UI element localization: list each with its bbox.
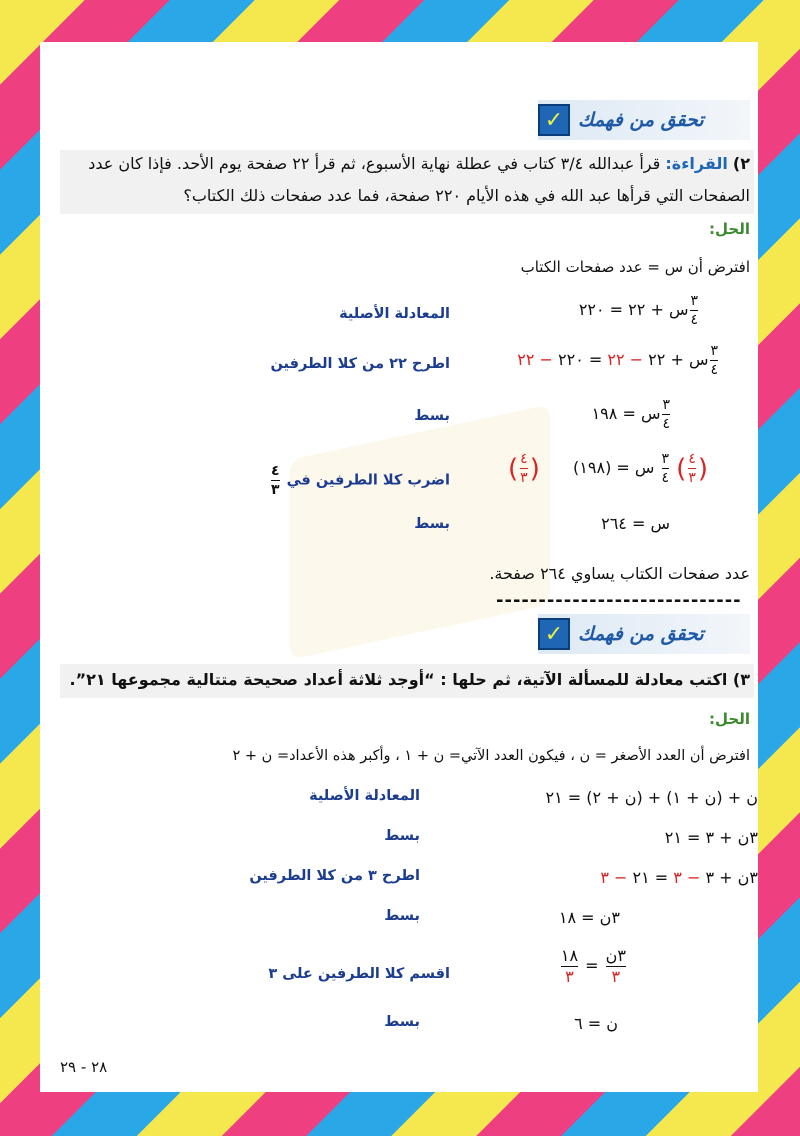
conclusion-text: عدد صفحات الكتاب يساوي ٢٦٤ صفحة. [489,564,750,583]
step-note-4: اضرب كلا الطرفين في $\frac{٤}{٣}$ [271,463,450,498]
equation2-step-2: ٣ن + ٣ = ٢١ [664,828,758,847]
banner-title-2: تحقق من فهمك [578,623,704,645]
multiplier-fraction-right: ( $\frac{٤}{٣}$ ) [508,451,540,486]
page-number: ٢٨ - ٢٩ [60,1058,108,1076]
equation-step-1: $\frac{٣}{٤}$ س + ٢٢ = ٢٢٠ [578,293,698,328]
checkmark-icon: ✓ [538,104,570,136]
worksheet-page [40,42,758,1092]
solution-label-2: الحل: [709,710,750,728]
question-2-text: ٣) اكتب معادلة للمسألة الآتية، ثم حلها : “أوجد ثلاثة أعداد صحيحة متتالية مجموعها ٢١”. [69,670,750,689]
step2-note-2: بسط [384,828,420,844]
question-text-2: الصفحات التي قرأها عبد الله في هذه الأيام ٢٢٠ صفحة، فما عدد صفحات ذلك الكتاب؟ [183,186,750,205]
equation2-step-1: ن + (ن + ١) + (ن + ٢) = ٢١ [545,788,758,807]
equation2-step-4: ٣ن = ١٨ [558,908,620,927]
step-note-5: بسط [414,516,450,532]
equation-step-4: ( $\frac{٤}{٣}$ ) $\frac{٣}{٤}$ س = (١٩٨) [573,451,708,486]
question-line-1 [88,154,750,173]
solution-label: الحل: [709,220,750,238]
step2-note-6: بسط [384,1014,420,1030]
assumption-text: افترض أن س = عدد صفحات الكتاب [520,258,750,276]
step-note-1: المعادلة الأصلية [339,306,450,322]
equation2-step-5: $\frac{\text{٣ن}}{٣}$ = $\frac{١٨}{٣}$ [560,946,626,986]
question-box [60,150,754,214]
step-note-3: بسط [414,408,450,424]
step2-note-4: بسط [384,908,420,924]
checkmark-icon: ✓ [538,618,570,650]
step2-note-5: اقسم كلا الطرفين على ٣ [268,966,450,982]
question-box-2 [60,664,754,698]
check-understanding-banner-2 [538,614,750,654]
section-divider: ----------------------------- [496,590,742,611]
equation2-step-6: ن = ٦ [574,1014,618,1033]
step2-note-3: اطرح ٣ من كلا الطرفين [249,868,420,884]
check-understanding-banner [538,100,750,140]
step2-note-1: المعادلة الأصلية [309,788,420,804]
question-text-1: قرأ عبدالله ٣/٤ كتاب في عطلة نهاية الأسبوع، ثم قرأ ٢٢ صفحة يوم الأحد. فإذا كان عدد [88,154,661,173]
question-label: القراءة: [665,154,728,173]
question-number: ٢) [732,154,750,173]
watermark-logo [290,404,550,659]
step-note-2: اطرح ٢٢ من كلا الطرفين [270,356,450,372]
equation2-step-3: ٣ن + ٣ − ٣ = ٢١ − ٣ [600,868,758,887]
equation-step-2: $\frac{٣}{٤}$ س + ٢٢ − ٢٢ = ٢٢٠ − ٢٢ [517,343,718,378]
banner-title: تحقق من فهمك [578,109,704,131]
assumption-text-2: افترض أن العدد الأصغر = ن ، فيكون العدد الآتي= ن + ١ ، وأكبر هذه الأعداد= ن + ٢ [232,748,750,764]
equation-step-5: س = ٢٦٤ [601,514,670,533]
equation-step-3: $\frac{٣}{٤}$ س = ١٩٨ [591,397,670,432]
